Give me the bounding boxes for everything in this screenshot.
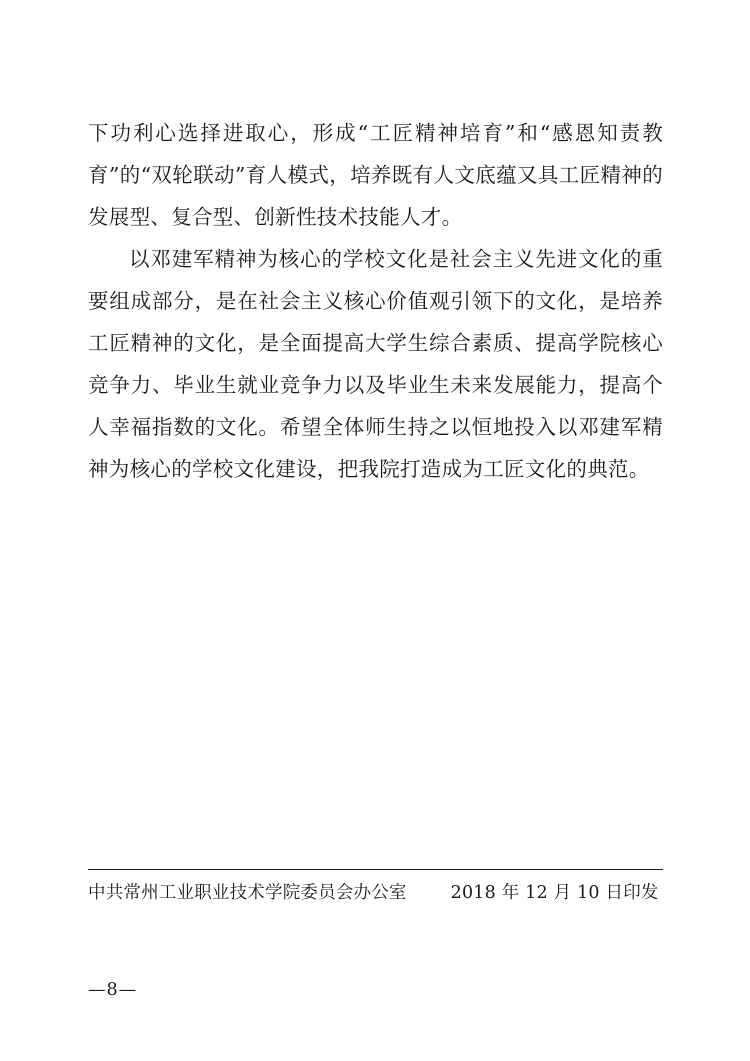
footer-issuer: 中共常州工业职业技术学院委员会办公室 [88, 883, 407, 903]
footer-issue-date: 2018 年 12 月 10 日印发 [450, 883, 659, 903]
footer-row [88, 870, 663, 904]
paragraph: 下功利心选择进取心，形成“工匠精神培育”和“感恩知责教育”的“双轮联动”育人模式，培养既有人文底蕴又具工匠精神的发展型、复合型、创新性技术技能人才。 [88, 121, 663, 229]
document-body [88, 112, 663, 490]
document-footer [88, 869, 663, 904]
page-number: —8— [88, 980, 138, 1000]
paragraph: 以邓建军精神为核心的学校文化是社会主义先进文化的重要组成部分，是在社会主义核心价值观引领下的文化，是培养工匠精神的文化，是全面提高大学生综合素质、提高学院核心竞争力、毕业生就业竞争力以及毕业生未来发展能力，提高个人幸福指数的文化。希望全体师生持之以恒地投入以邓建军精神为核心的学校文化建设，把我院打造成为工匠文化的典范。 [88, 247, 663, 481]
